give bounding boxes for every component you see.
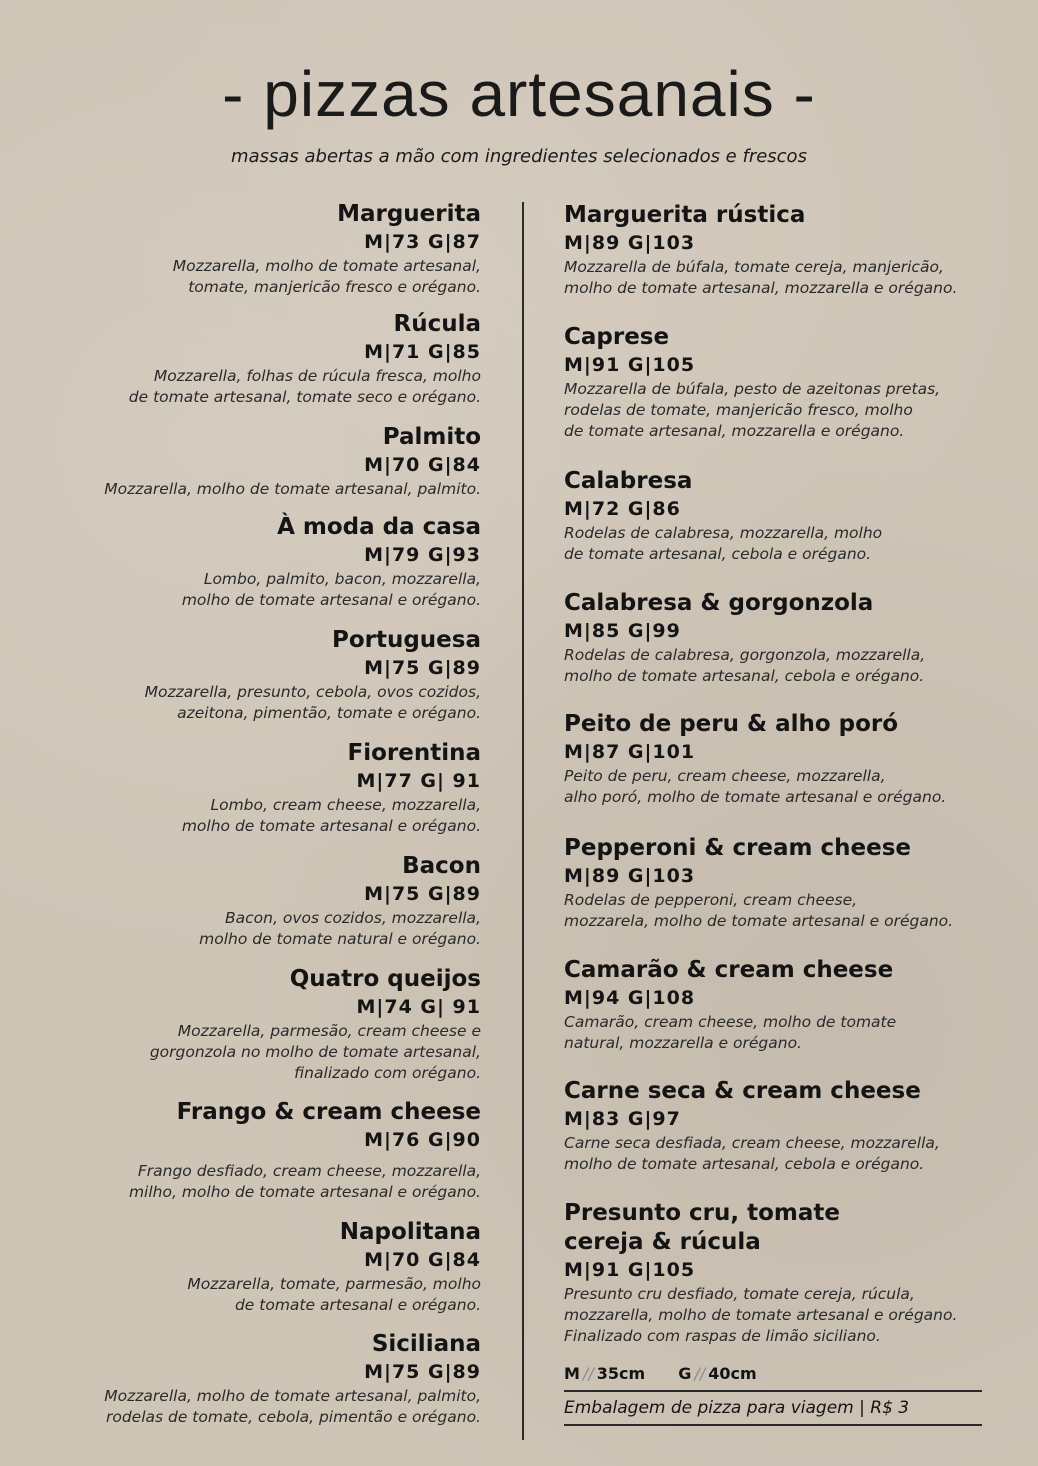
item-description: Mozzarella de búfala, pesto de azeitonas pretas, rodelas de tomate, manjericão fresco, molho de tomate artesanal, mozzarella e orégano. [564,380,941,440]
menu-item [564,1077,1009,1175]
item-price: M|73 G|87 [364,231,481,253]
item-description: Bacon, ovos cozidos, mozzarella, molho de tomate natural e orégano. [199,909,481,948]
item-name: Marguerita rústica [564,202,806,228]
size-separator: // [694,1364,706,1383]
item-name: À moda da casa [277,514,481,540]
item-name: Rúcula [393,311,481,337]
item-price: M|71 G|85 [364,341,481,363]
item-price: M|76 G|90 [364,1129,481,1151]
item-price: M|70 G|84 [364,1249,481,1271]
item-price: M|75 G|89 [364,883,481,905]
item-name: Peito de peru & alho poró [564,711,899,737]
item-description: Mozzarella, presunto, cebola, ovos cozidos, azeitona, pimentão, tomate e orégano. [144,683,481,722]
footer-rule-bottom [564,1424,982,1426]
size-g-value: 40cm [708,1364,757,1383]
packaging-note: Embalagem de pizza para viagem | R$ 3 [564,1398,910,1418]
item-name: Pepperoni & cream cheese [564,835,912,861]
item-price: M|85 G|99 [564,620,681,642]
item-price: M|74 G| 91 [356,996,481,1018]
menu-item [40,626,481,724]
menu-item [40,739,481,837]
item-name: Fiorentina [347,740,481,766]
item-name: Quatro queijos [289,966,481,992]
menu-item [40,852,481,950]
size-separator: // [582,1364,594,1383]
menu-item [40,1098,481,1203]
item-name: Napolitana [339,1219,481,1245]
item-price: M|79 G|93 [364,544,481,566]
item-description: Camarão, cream cheese, molho de tomate natural, mozzarella e orégano. [564,1013,897,1052]
item-name: Marguerita [337,201,481,227]
item-name: Calabresa [564,468,693,494]
size-g-label: G [678,1364,692,1383]
menu-item [40,1218,481,1316]
item-price: M|75 G|89 [364,657,481,679]
menu-item [564,710,1009,808]
menu-item [40,1330,481,1428]
item-description: Mozzarella, parmesão, cream cheese e gorgonzola no molho de tomate artesanal, finalizado com orégano. [149,1022,481,1082]
menu-item [564,956,1009,1054]
menu-item [564,834,1009,932]
item-price: M|94 G|108 [564,987,696,1009]
menu-item [564,1199,1009,1347]
page-title: - pizzas artesanais - [222,58,816,130]
column-divider [522,202,524,1440]
item-price: M|70 G|84 [364,454,481,476]
item-description: Frango desfiado, cream cheese, mozzarella, milho, molho de tomate artesanal e orégano. [128,1162,481,1201]
item-name: Presunto cru, tomate cereja & rúcula [564,1200,841,1255]
item-price: M|87 G|101 [564,741,696,763]
item-description: Rodelas de calabresa, gorgonzola, mozzarella, molho de tomate artesanal, cebola e orégano. [564,646,926,685]
item-description: Carne seca desfiada, cream cheese, mozzarella, molho de tomate artesanal, cebola e orégano. [564,1134,940,1173]
item-name: Palmito [382,424,481,450]
menu-item [564,201,1009,299]
item-description: Presunto cru desfiado, tomate cereja, rúcula, mozzarella, molho de tomate artesanal e orégano. Finalizado com raspas de limão siciliano. [564,1285,958,1345]
item-description: Mozzarella, folhas de rúcula fresca, molho de tomate artesanal, tomate seco e orégano. [128,367,481,406]
item-name: Carne seca & cream cheese [564,1078,921,1104]
item-name: Frango & cream cheese [176,1099,481,1125]
item-description: Mozzarella, molho de tomate artesanal, tomate, manjericão fresco e orégano. [172,257,481,296]
item-price: M|83 G|97 [564,1108,681,1130]
size-m-label: M [564,1364,580,1383]
item-price: M|72 G|86 [564,498,681,520]
item-name: Camarão & cream cheese [564,957,894,983]
item-name: Bacon [402,853,481,879]
item-price: M|91 G|105 [564,354,696,376]
item-price: M|75 G|89 [364,1361,481,1383]
item-name: Siciliana [371,1331,481,1357]
item-description: Mozzarella, tomate, parmesão, molho de tomate artesanal e orégano. [187,1275,481,1314]
pizza-sizes [564,1364,757,1383]
item-description: Lombo, cream cheese, mozzarella, molho de tomate artesanal e orégano. [181,796,481,835]
menu-item [40,513,481,611]
menu-item [40,965,481,1084]
menu-item [40,310,481,408]
item-description: Mozzarella de búfala, tomate cereja, manjericão, molho de tomate artesanal, mozzarella e orégano. [564,258,958,297]
item-name: Calabresa & gorgonzola [564,590,874,616]
menu-item [564,467,1009,565]
item-description: Lombo, palmito, bacon, mozzarella, molho de tomate artesanal e orégano. [181,570,481,609]
menu-item [564,589,1009,687]
item-name: Caprese [564,324,670,350]
item-description: Peito de peru, cream cheese, mozzarella, alho poró, molho de tomate artesanal e orégano. [564,767,947,806]
item-price: M|89 G|103 [564,232,696,254]
menu-item [40,423,481,500]
item-description: Mozzarella, molho de tomate artesanal, palmito, rodelas de tomate, cebola, pimentão e orégano. [104,1387,481,1426]
footer-rule-top [564,1390,982,1392]
size-m-value: 35cm [596,1364,646,1383]
item-price: M|89 G|103 [564,865,696,887]
item-description: Rodelas de calabresa, mozzarella, molho de tomate artesanal, cebola e orégano. [564,524,883,563]
menu-item [564,323,1009,442]
item-name: Portuguesa [331,627,481,653]
item-price: M|91 G|105 [564,1259,696,1281]
page-subtitle: massas abertas a mão com ingredientes selecionados e frescos [231,146,807,167]
item-description: Mozzarella, molho de tomate artesanal, palmito. [104,480,481,498]
menu-item [40,200,481,298]
item-description: Rodelas de pepperoni, cream cheese, mozzarela, molho de tomate artesanal e orégano. [564,891,954,930]
item-price: M|77 G| 91 [356,770,481,792]
